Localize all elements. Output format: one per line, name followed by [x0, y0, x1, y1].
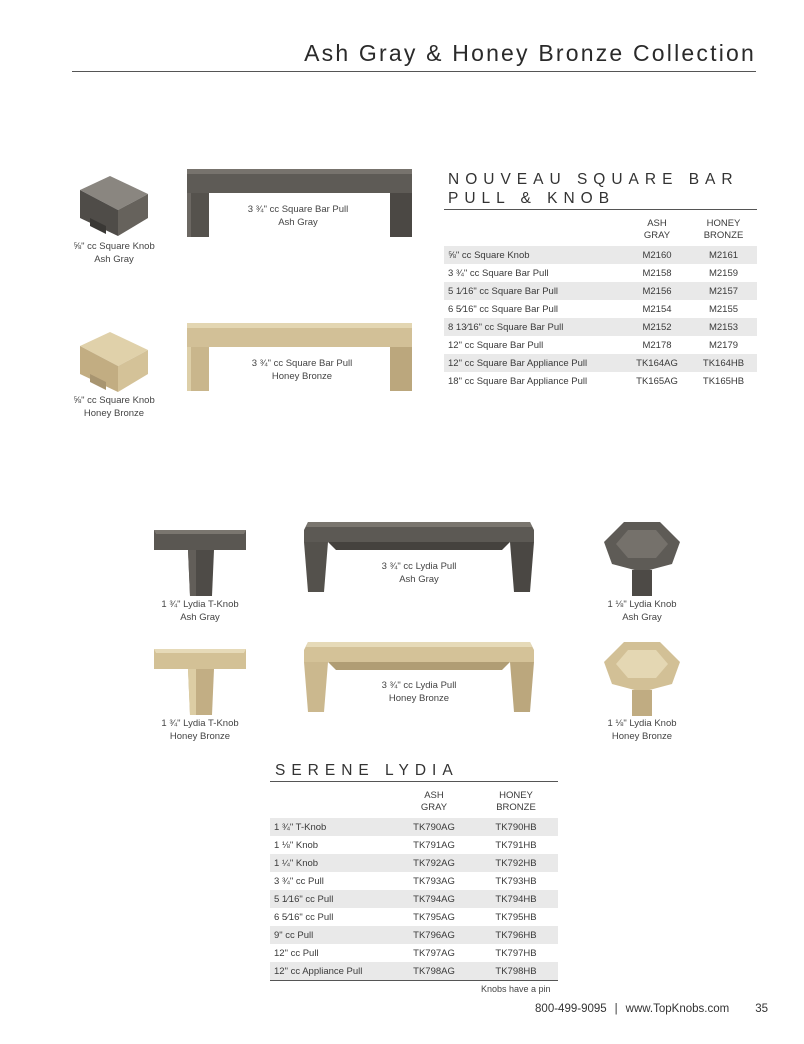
caption-line2: Honey Bronze [169, 730, 231, 742]
ash-gray-sku-cell: M2152 [624, 318, 690, 336]
honey-bronze-sku-cell: TK796HB [474, 926, 558, 944]
caption-line2: Honey Bronze [271, 370, 333, 382]
table-row [270, 872, 558, 890]
nouveau-title-line2: PULL & KNOB [448, 190, 616, 207]
nouveau-title-line1: NOUVEAU SQUARE BAR [448, 171, 739, 188]
honey-bronze-sku-cell: TK165HB [702, 375, 745, 387]
title-divider [72, 71, 756, 72]
ash-gray-sku-cell: M2154 [642, 303, 672, 315]
caption-line1: 1 ⅛" Lydia Knob [607, 718, 677, 729]
honey-bronze-sku-cell: M2179 [708, 339, 739, 351]
lydia-spec-table [270, 790, 558, 980]
caption-line1: ⅝" cc Square Knob [73, 241, 155, 252]
honey-bronze-sku-cell: TK794HB [474, 890, 558, 908]
product-name-cell: 5 1⁄16" cc Square Bar Pull [444, 282, 624, 300]
honey-bronze-sku-cell: TK790HB [474, 818, 558, 836]
footer-website-link[interactable]: www.TopKnobs.com [625, 1003, 730, 1015]
table-row [270, 944, 558, 962]
honey-bronze-sku-cell: M2157 [690, 282, 757, 300]
caption-line1: 3 ¾" cc Square Bar Pull [247, 204, 349, 215]
ash-gray-sku-cell: TK794AG [394, 890, 474, 908]
honey-bronze-sku-cell: TK795HB [495, 911, 537, 923]
table-row [270, 926, 558, 944]
ash-gray-sku-cell: TK796AG [394, 926, 474, 944]
honey-bronze-sku-cell: TK798HB [474, 962, 558, 980]
product-name-cell: 1 ⅛" Knob [274, 839, 319, 851]
caption-line2: Honey Bronze [388, 692, 450, 704]
caption-line2: Ash Gray [278, 216, 318, 228]
square-knob-ash-caption [52, 241, 176, 266]
nouveau-spec-table [444, 218, 757, 390]
caption-line2: Ash Gray [622, 611, 662, 623]
square-knob-ash-gray-image [76, 174, 152, 238]
lydia-table-bottom-rule [270, 980, 558, 981]
caption-line1: ⅝" cc Square Knob [73, 395, 155, 406]
product-name-cell: 6 5⁄16" cc Pull [274, 911, 334, 923]
ash-gray-sku-cell: TK793AG [413, 875, 455, 887]
knob-pin-note: Knobs have a pin [481, 984, 551, 994]
lydia-pull-honey-caption [351, 680, 487, 705]
column-header-honey-bronze: HONEY BRONZE [703, 218, 744, 241]
lydia-knob-honey-bronze-image [602, 640, 682, 718]
caption-line1: 3 ¾" cc Lydia Pull [381, 561, 457, 572]
lydia-pull-ash-caption [351, 561, 487, 586]
product-name-cell: 12" cc Square Bar Pull [448, 339, 544, 351]
ash-gray-sku-cell: TK795AG [413, 911, 455, 923]
table-row [444, 300, 757, 318]
product-name-cell: 5 1⁄16" cc Pull [270, 890, 394, 908]
footer-separator: | [614, 1003, 618, 1015]
lydia-tknob-honey-bronze-image [152, 645, 248, 717]
table-row [444, 318, 757, 336]
caption-line2: Ash Gray [94, 253, 134, 265]
nouveau-section-title [448, 170, 739, 208]
square-bar-pull-honey-caption [234, 358, 370, 383]
ash-gray-sku-cell: TK165AG [636, 375, 678, 387]
table-row [444, 246, 757, 264]
ash-gray-sku-cell: M2178 [642, 339, 672, 351]
product-name-cell: 12" cc Pull [274, 947, 319, 959]
ash-gray-sku-cell: TK164AG [624, 354, 690, 372]
caption-line2: Ash Gray [399, 573, 439, 585]
product-name-cell: 9" cc Pull [270, 926, 394, 944]
column-header-honey-bronze: HONEY BRONZE [496, 790, 536, 813]
lydia-tknob-honey-caption [140, 718, 260, 743]
table-row [270, 818, 558, 836]
lydia-tknob-ash-caption [140, 599, 260, 624]
nouveau-title-divider [444, 209, 757, 210]
caption-line1: 3 ¾" cc Square Bar Pull [251, 358, 353, 369]
ash-gray-sku-cell: TK791AG [413, 839, 455, 851]
ash-gray-sku-cell: M2160 [624, 246, 690, 264]
product-name-cell: 1 ¾" T-Knob [270, 818, 394, 836]
ash-gray-sku-cell: TK790AG [394, 818, 474, 836]
footer-phone: 800-499-9095 [535, 1003, 607, 1015]
caption-line2: Honey Bronze [611, 730, 673, 742]
ash-gray-sku-cell: M2156 [624, 282, 690, 300]
table-row [270, 908, 558, 926]
lydia-knob-honey-caption [584, 718, 700, 743]
table-row [270, 890, 558, 908]
table-row [270, 836, 558, 854]
honey-bronze-sku-cell: TK797HB [495, 947, 537, 959]
lydia-section-title: SERENE LYDIA [275, 762, 459, 779]
honey-bronze-sku-cell: TK793HB [495, 875, 537, 887]
product-name-cell: 12" cc Appliance Pull [270, 962, 394, 980]
product-name-cell: 3 ¾" cc Square Bar Pull [448, 267, 549, 279]
caption-line1: 1 ¾" Lydia T-Knob [161, 718, 239, 729]
table-row [270, 854, 558, 872]
product-name-cell: 1 ¼" Knob [270, 854, 394, 872]
page-number: 35 [755, 1003, 768, 1015]
page-title: Ash Gray & Honey Bronze Collection [304, 40, 756, 66]
ash-gray-sku-cell: TK798AG [394, 962, 474, 980]
table-row [444, 282, 757, 300]
lydia-knob-ash-caption [584, 599, 700, 624]
ash-gray-sku-cell: TK797AG [413, 947, 455, 959]
honey-bronze-sku-cell: TK164HB [690, 354, 757, 372]
page-footer [535, 1003, 768, 1015]
lydia-knob-ash-gray-image [602, 520, 682, 598]
product-name-cell: 8 13⁄16" cc Square Bar Pull [444, 318, 624, 336]
product-name-cell: 3 ¾" cc Pull [274, 875, 324, 887]
product-name-cell: 6 5⁄16" cc Square Bar Pull [448, 303, 559, 315]
ash-gray-sku-cell: TK792AG [394, 854, 474, 872]
table-row [444, 264, 757, 282]
honey-bronze-sku-cell: M2159 [708, 267, 739, 279]
table-row [444, 354, 757, 372]
honey-bronze-sku-cell: M2161 [690, 246, 757, 264]
table-row [270, 962, 558, 980]
caption-line1: 1 ⅛" Lydia Knob [607, 599, 677, 610]
square-knob-honey-caption [52, 395, 176, 420]
lydia-tknob-ash-gray-image [152, 526, 248, 598]
honey-bronze-sku-cell: M2155 [708, 303, 739, 315]
product-name-cell: 18" cc Square Bar Appliance Pull [448, 375, 588, 387]
column-header-ash-gray: ASH GRAY [420, 790, 448, 813]
ash-gray-sku-cell: M2158 [642, 267, 672, 279]
column-header-ash-gray: ASH GRAY [643, 218, 671, 241]
honey-bronze-sku-cell: TK792HB [474, 854, 558, 872]
caption-line1: 3 ¾" cc Lydia Pull [381, 680, 457, 691]
table-row [444, 336, 757, 354]
honey-bronze-sku-cell: M2153 [690, 318, 757, 336]
honey-bronze-sku-cell: TK791HB [495, 839, 537, 851]
square-knob-honey-bronze-image [76, 330, 152, 394]
caption-line2: Honey Bronze [83, 407, 145, 419]
product-name-cell: ⅝" cc Square Knob [444, 246, 624, 264]
square-bar-pull-ash-caption [230, 204, 366, 229]
caption-line1: 1 ¾" Lydia T-Knob [161, 599, 239, 610]
caption-line2: Ash Gray [180, 611, 220, 623]
product-name-cell: 12" cc Square Bar Appliance Pull [444, 354, 624, 372]
lydia-title-divider [270, 781, 558, 782]
table-row [444, 372, 757, 390]
